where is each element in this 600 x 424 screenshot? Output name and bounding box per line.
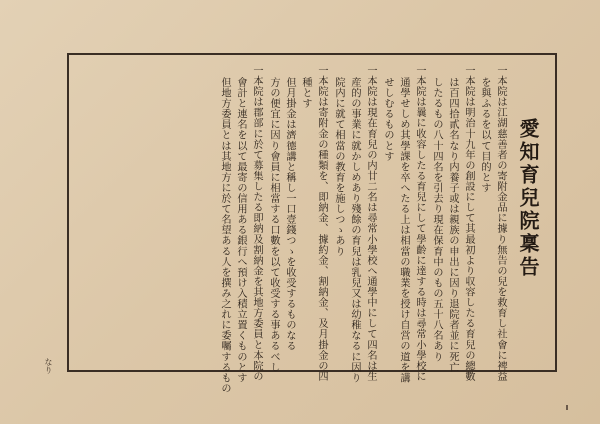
text-line-6: 一本院は曩に收容したる育兒にして學齡に達する時は尋常小學校に	[414, 65, 425, 382]
text-line-8: せしむるものとす	[382, 77, 393, 162]
text-line-13: 種とす	[300, 77, 311, 109]
text-line-18: 但地方委員とは其地方に於て名望ある人を撰み之れに委囑するもの	[219, 77, 230, 394]
text-line-2: を與ふるを以て目的とす	[479, 77, 490, 194]
text-line-5: したるもの八十四名を引去り現在保育中のもの五十八名あり	[431, 77, 442, 362]
text-line-3: 一本院は明治十九年の創設にして其最初より収容したる育兒の總數	[463, 65, 474, 382]
text-line-4: は百四拾貳名なり内養子或は親族の申出に因り退院者並に死亡	[447, 77, 458, 373]
text-line-16: 一本院は郡部に於て募集したる即納及割納金を其地方委員と本院の	[251, 65, 262, 382]
page-mark	[566, 405, 568, 410]
text-line-11: 院内に就て相當の教育を施しつゝあり	[333, 77, 344, 257]
text-line-17: 會計と連名を以て最寄の信用ある銀行へ預け入積立置くものとす	[235, 77, 246, 383]
text-line-15: 方の便宜に因り會員に相當する口數を以て收受する事あるべし	[268, 77, 279, 373]
text-line-1: 一本院は江湖慈善者の寄附金品に據り無告の兒を救育し社會に裨益	[495, 65, 506, 382]
text-line-12: 一本院は寄附金の種類を、即納金、據約金、割納金、及月掛金の四	[316, 65, 327, 382]
document-title: 愛知育兒院稟告	[516, 118, 540, 279]
text-line-9: 一本院は現在育兒の内廿二名は尋常小學校へ通學中にして四名は生	[365, 65, 376, 382]
text-line-19: なり	[44, 358, 53, 374]
text-line-7: 通學せしめ其學課を卒へたる上は相當の職業を授け自営の道を講	[398, 77, 409, 383]
text-line-10: 産的の事業に就かしめあり殘餘の育兒は乳兒又は幼稚なるに因り	[349, 77, 360, 383]
text-line-14: 但月掛金は濟德講と稱し一口壹錢つゝを收受するものなる	[284, 77, 295, 352]
